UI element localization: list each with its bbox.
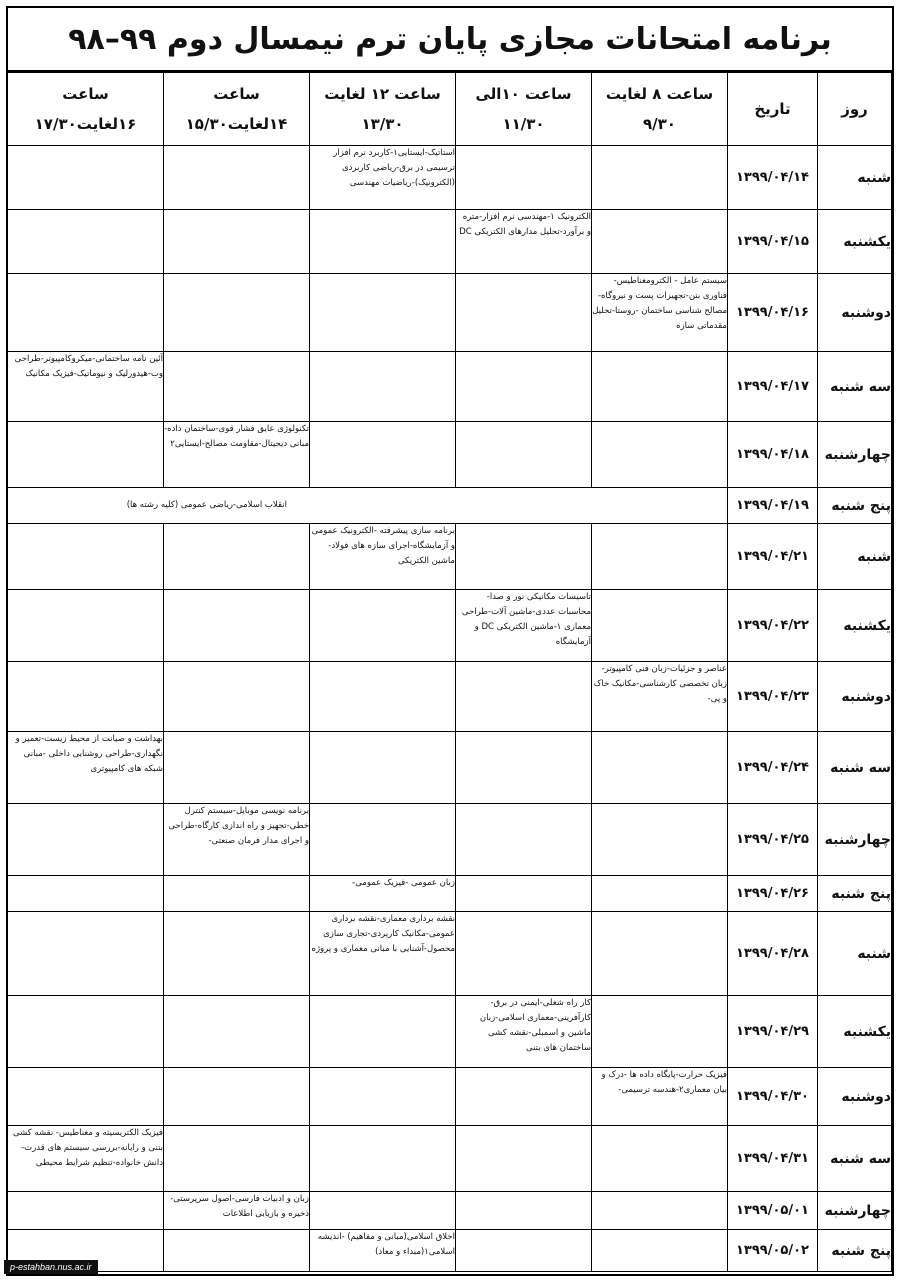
exam-slot-1 [592,524,728,590]
day-cell: یکشنبه [818,210,892,274]
exam-slot-4: زبان و ادبیات فارسی-اصول سرپرستی-ذخیره و بازیابی اطلاعات [164,1192,310,1230]
table-row [8,1192,892,1230]
exam-slot-3 [310,1192,456,1230]
exam-slot-1 [592,422,728,488]
exam-slot-4 [164,1230,310,1272]
exam-slot-5: بهداشت و صیانت از محیط زیست-تعمیر و نگهداری-طراحی روشنایی داخلی -مبانی شبکه های کامپیوتری [8,732,164,804]
exam-slot-1 [592,732,728,804]
table-row [8,422,892,488]
exam-slot-5 [8,524,164,590]
exam-slot-3 [310,1126,456,1192]
exam-slot-2 [456,1230,592,1272]
exam-slot-2 [456,662,592,732]
date-cell: ۱۳۹۹/۰۴/۲۸ [728,912,818,996]
exam-slot-2 [456,146,592,210]
exam-slot-4: تکنولوژی عایق فشار قوی-ساختمان داده-مبانی دیجیتال-مقاومت مصالح-ایستایی۲ [164,422,310,488]
exam-slot-3: زبان عمومی -فیزیک عمومی- [310,876,456,912]
header-date: تاریخ [728,73,818,146]
day-cell: سه شنبه [818,352,892,422]
exam-slot-1 [592,590,728,662]
exam-slot-2 [456,524,592,590]
exam-slot-3: استاتیک-ایستایی۱-کاربرد نرم افزار ترسیمی در برق-ریاضی کاربردی (الکترونیک)-ریاضیات مهندسی [310,146,456,210]
exam-slot-5 [8,1068,164,1126]
header-slot-4: ساعت ۱۴لغایت۱۵/۳۰ [164,73,310,146]
exam-slot-2 [456,1126,592,1192]
exam-slot-5 [8,146,164,210]
exam-slot-5 [8,1192,164,1230]
day-cell: شنبه [818,912,892,996]
page-title: برنامه امتحانات مجازی پایان ترم نیمسال دوم ۹۹–۹۸ [8,8,892,72]
table-row [8,488,892,524]
exam-slot-4 [164,352,310,422]
exam-slot-1 [592,210,728,274]
table-row [8,732,892,804]
exam-slot-2 [456,732,592,804]
day-cell: چهارشنبه [818,422,892,488]
header-row [8,73,892,146]
exam-slot-2: الکترونیک ۱-مهندسی نرم افزار-متره و برآورد-تحلیل مدارهای الکتریکی DC [456,210,592,274]
table-row [8,1230,892,1272]
date-cell: ۱۳۹۹/۰۴/۱۷ [728,352,818,422]
exam-slot-5: فیزیک الکتریسیته و مغناطیس- نقشه کشی بتنی و رایانه-بررسی سیستم های قدرت-دانش خانواده-تنظیم شرایط محیطی [8,1126,164,1192]
date-cell: ۱۳۹۹/۰۴/۱۴ [728,146,818,210]
exam-slot-3: اخلاق اسلامی(مبانی و مفاهیم) -اندیشه اسلامی۱(مبداء و معاد) [310,1230,456,1272]
exam-slot-5 [8,996,164,1068]
exam-slot-2 [456,912,592,996]
exam-slot-1 [592,1192,728,1230]
exam-slot-1 [592,1126,728,1192]
exam-slot-4 [164,732,310,804]
exam-slot-4 [164,1068,310,1126]
exam-slot-2 [456,352,592,422]
date-cell: ۱۳۹۹/۰۵/۰۱ [728,1192,818,1230]
date-cell: ۱۳۹۹/۰۴/۲۶ [728,876,818,912]
day-cell: یکشنبه [818,996,892,1068]
day-cell: چهارشنبه [818,1192,892,1230]
exam-slot-5 [8,590,164,662]
day-cell: شنبه [818,524,892,590]
exam-slot-4 [164,590,310,662]
day-cell: دوشنبه [818,662,892,732]
exam-slot-4 [164,876,310,912]
exam-slot-3 [310,1068,456,1126]
exam-slot-5 [8,210,164,274]
table-row [8,912,892,996]
exam-slot-4 [164,996,310,1068]
exam-slot-3 [310,210,456,274]
day-cell: دوشنبه [818,274,892,352]
exam-slot-3 [310,804,456,876]
day-cell: شنبه [818,146,892,210]
schedule-body [8,146,892,1272]
exam-slot-4 [164,524,310,590]
date-cell: ۱۳۹۹/۰۴/۲۱ [728,524,818,590]
exam-slot-4 [164,274,310,352]
date-cell: ۱۳۹۹/۰۴/۲۲ [728,590,818,662]
table-row [8,876,892,912]
date-cell: ۱۳۹۹/۰۴/۱۵ [728,210,818,274]
date-cell: ۱۳۹۹/۰۴/۳۱ [728,1126,818,1192]
table-row [8,804,892,876]
table-row [8,210,892,274]
date-cell: ۱۳۹۹/۰۴/۳۰ [728,1068,818,1126]
exam-slot-1 [592,876,728,912]
exam-slot-2: کار راه شغلی-ایمنی در برق-کارآفرینی-معماری اسلامی-زبان ماشین و اسمبلی-نقشه کشی ساختمان های بتنی [456,996,592,1068]
date-cell: ۱۳۹۹/۰۴/۲۹ [728,996,818,1068]
exam-slot-3 [310,996,456,1068]
table-row [8,352,892,422]
exam-slot-3 [310,422,456,488]
exam-slot-4 [164,912,310,996]
header-slot-3: ساعت ۱۲ لغایت ۱۳/۳۰ [310,73,456,146]
day-cell: یکشنبه [818,590,892,662]
exam-slot-1: فیزیک حرارت-پایگاه داده ها -درک و بیان معماری۲-هندسه ترسیمی- [592,1068,728,1126]
exam-slot-3 [310,274,456,352]
date-cell: ۱۳۹۹/۰۵/۰۲ [728,1230,818,1272]
exam-slot-4: برنامه نویسی موبایل-سیستم کنترل خطی-تجهیز و راه اندازی کارگاه-طراحی و اجرای مدار فرمان صنعتی- [164,804,310,876]
exam-slot-5 [8,274,164,352]
exam-slot-4 [164,1126,310,1192]
exam-slot-1: سیستم عامل - الکترومغناطیس-فناوری بتن-تجهیزات پست و نیروگاه-مصالح شناسی ساختمان -روستا-تحلیل مقدماتی سازه [592,274,728,352]
exam-slot-1 [592,146,728,210]
exam-slot-1 [592,912,728,996]
header-day: روز [818,73,892,146]
date-cell: ۱۳۹۹/۰۴/۱۸ [728,422,818,488]
exam-slot-3 [310,590,456,662]
exam-schedule-table [7,72,892,1272]
table-row [8,274,892,352]
exam-slot-2: تاسیسات مکانیکی نور و صدا-محاسبات عددی-ماشین آلات-طراحی معماری ۱-ماشین الکتریکی DC و آزمایشگاه [456,590,592,662]
exam-slot-4 [164,146,310,210]
day-cell: سه شنبه [818,1126,892,1192]
day-cell: سه شنبه [818,732,892,804]
day-cell: پنج شنبه [818,1230,892,1272]
header-slot-1: ساعت ۸ لغایت ۹/۳۰ [592,73,728,146]
date-cell: ۱۳۹۹/۰۴/۲۳ [728,662,818,732]
date-cell: ۱۳۹۹/۰۴/۱۹ [728,488,818,524]
table-row [8,146,892,210]
exam-slot-2 [456,274,592,352]
header-slot-5: ساعت ۱۶لغایت۱۷/۳۰ [8,73,164,146]
date-cell: ۱۳۹۹/۰۴/۱۶ [728,274,818,352]
table-row [8,1068,892,1126]
table-row [8,1126,892,1192]
date-cell: ۱۳۹۹/۰۴/۲۵ [728,804,818,876]
day-cell: دوشنبه [818,1068,892,1126]
day-cell: چهارشنبه [818,804,892,876]
exam-slot-1 [592,352,728,422]
exam-slot-1 [592,804,728,876]
day-cell: پنج شنبه [818,876,892,912]
exam-slot-2 [456,1192,592,1230]
exam-slot-2 [456,1068,592,1126]
header-slot-2: ساعت ۱۰الی ۱۱/۳۰ [456,73,592,146]
exam-slot-3: برنامه سازی پیشرفته -الکترونیک عمومی و آزمایشگاه-اجرای سازه های فولاد- ماشین الکتریکی [310,524,456,590]
exam-slot-3: نقشه برداری معماری-نقشه برداری عمومی-مکانیک کاربردی-تجاری سازی محصول-آشنایی با مبانی معماری و پروژه [310,912,456,996]
exam-slot-5 [8,912,164,996]
exam-slot-2 [456,422,592,488]
table-row [8,524,892,590]
exam-slot-3 [310,352,456,422]
site-watermark: p-estahban.nus.ac.ir [4,1260,98,1274]
exam-slot-5 [8,662,164,732]
exam-slot-1 [592,996,728,1068]
table-row [8,590,892,662]
exam-schedule-sheet [6,6,894,1276]
exam-slot-1 [592,1230,728,1272]
merged-exam-cell: انقلاب اسلامی-ریاضی عمومی (کلیه رشته ها) [8,488,728,524]
exam-slot-4 [164,210,310,274]
table-row [8,996,892,1068]
exam-slot-2 [456,804,592,876]
exam-slot-5 [8,804,164,876]
exam-slot-2 [456,876,592,912]
exam-slot-4 [164,662,310,732]
exam-slot-3 [310,662,456,732]
day-cell: پنج شنبه [818,488,892,524]
date-cell: ۱۳۹۹/۰۴/۲۴ [728,732,818,804]
exam-slot-5 [8,876,164,912]
exam-slot-5: آئین نامه ساختمانی-میکروکامپیوتر-طراحی وب-هیدورلیک و نیوماتیک-فیزیک مکانیک [8,352,164,422]
table-row [8,662,892,732]
exam-slot-5 [8,422,164,488]
exam-slot-3 [310,732,456,804]
exam-slot-1: عناصر و جزئیات-زبان فنی کامپیوتر-زبان تخصصی کارشناسی-مکانیک خاک و پی- [592,662,728,732]
